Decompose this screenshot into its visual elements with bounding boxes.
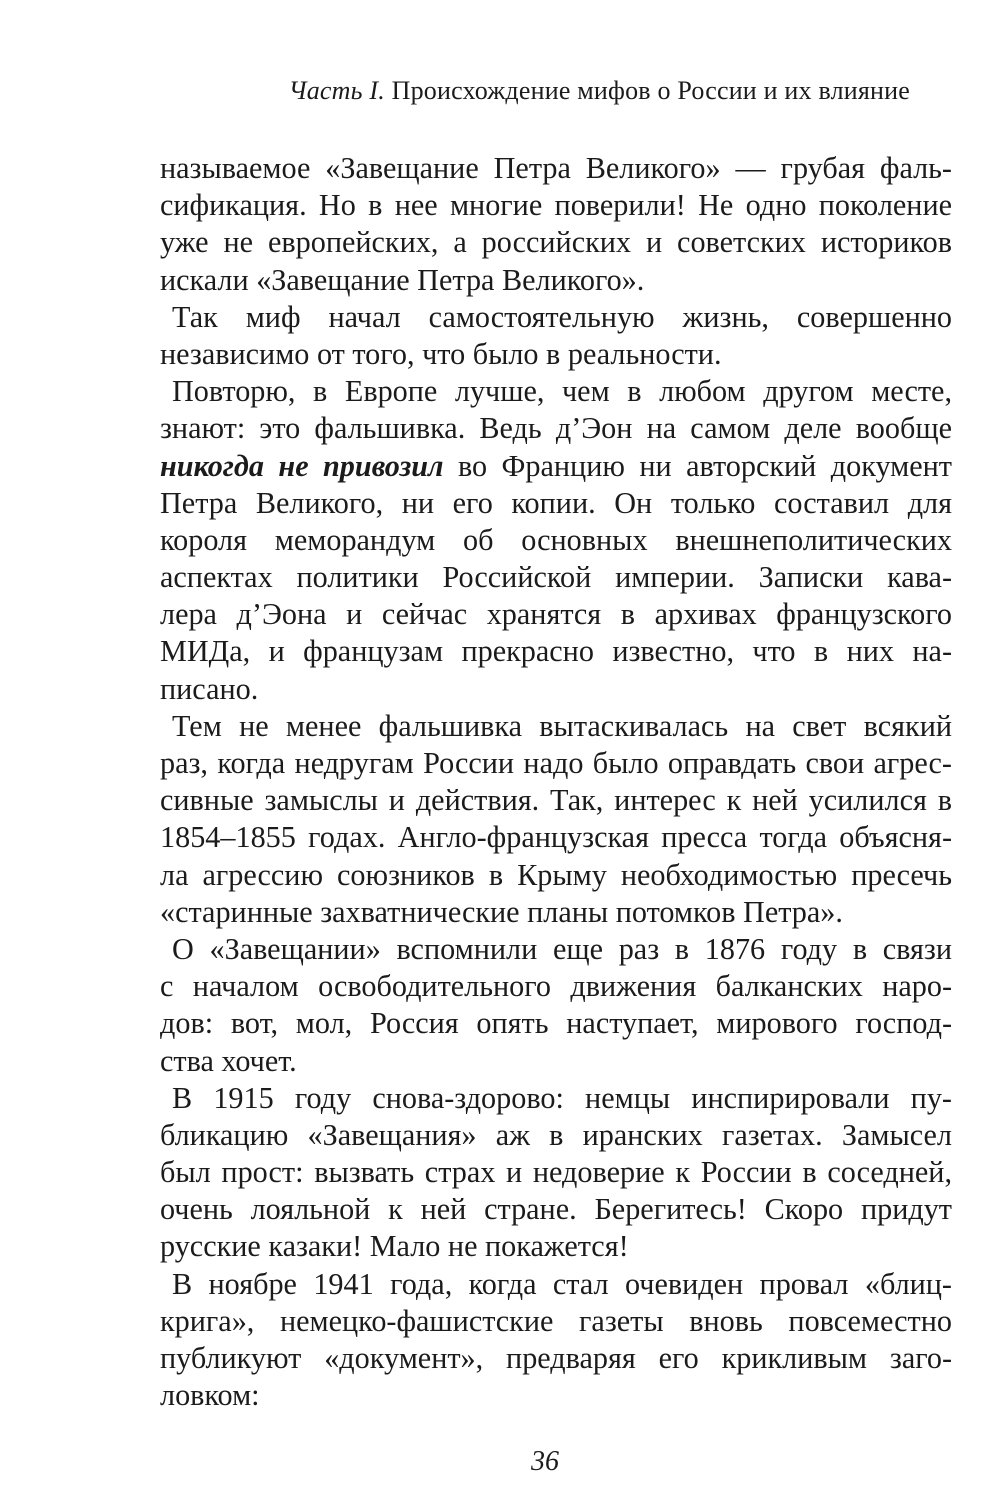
text-line	[160, 1266, 952, 1303]
text-line-content: бликацию «Завещания» аж в иранских газетах. Замысел	[160, 1117, 952, 1152]
text-line	[160, 1377, 952, 1414]
text-line	[160, 708, 952, 745]
text-line-content: сификация. Но в нее многие поверили! Не одно поколение	[160, 188, 952, 223]
running-head-title: Происхождение мифов о России и их влияние	[391, 76, 910, 105]
text-line	[160, 299, 952, 336]
text-line-content: В ноябре 1941 года, когда стал очевиден провал «блиц-	[172, 1266, 952, 1301]
text-line-content: О «Завещании» вспомнили еще раз в 1876 году в связи	[172, 931, 952, 966]
text-line	[160, 596, 952, 633]
page-number: 36	[531, 1446, 559, 1477]
text-line	[160, 224, 952, 261]
text-line	[160, 1117, 952, 1154]
text-line-content: Так миф начал самостоятельную жизнь, совершенно	[172, 299, 952, 334]
text-line	[160, 1080, 952, 1117]
text-line	[160, 1228, 952, 1265]
text-line	[160, 150, 952, 187]
text-line-content: публикуют «документ», предваряя его крикливым заго-	[160, 1341, 952, 1375]
text-line-content: ловком:	[160, 1378, 260, 1413]
text-line-content: Тем не менее фальшивка вытаскивалась на свет всякий	[172, 708, 952, 743]
text-line	[160, 1154, 952, 1191]
text-line	[160, 187, 952, 224]
text-line	[160, 633, 952, 670]
text-line-content: короля меморандум об основных внешнеполитических	[160, 522, 952, 557]
text-line-content: лера д’Эона и сейчас хранятся в архивах французского	[160, 597, 952, 632]
text-line-content: называемое «Завещание Петра Великого» — грубая фаль-	[160, 151, 952, 185]
text-line-content: уже не европейских, а российских и советских историков	[160, 225, 952, 260]
text-line	[160, 262, 952, 299]
text-line-content: 1854–1855 годах. Англо-французская пресса тогда объясня-	[160, 820, 952, 855]
text-line-content: МИДа, и французам прекрасно известно, что в них на-	[160, 634, 952, 669]
text-line-content: аспектах политики Российской империи. Записки кава-	[160, 560, 952, 595]
text-line-content: ла агрессию союзников в Крыму необходимостью пресечь	[160, 857, 952, 892]
text-line	[160, 559, 952, 596]
text-line	[160, 410, 952, 447]
body-text	[160, 150, 952, 1414]
text-line-content: сивные замыслы и действия. Так, интерес к ней усилился в	[160, 783, 952, 818]
text-line	[160, 745, 952, 782]
text-line-content: писано.	[160, 671, 259, 706]
text-line	[160, 1340, 952, 1377]
text-line-content: русские казаки! Мало не покажется!	[160, 1229, 629, 1264]
running-head-part: Часть I.	[288, 76, 385, 105]
text-line-content: раз, когда недругам России надо было оправдать свои агрес-	[160, 746, 952, 780]
text-line-content: крига», немецко-фашистские газеты вновь повсеместно	[160, 1303, 952, 1338]
text-line-content: ства хочет.	[160, 1043, 297, 1078]
text-line	[160, 1303, 952, 1340]
text-line	[160, 373, 952, 410]
text-line-content: независимо от того, что было в реальности.	[160, 336, 722, 371]
text-line	[160, 931, 952, 968]
text-line	[160, 485, 952, 522]
running-head	[100, 74, 910, 108]
text-line-content: с началом освободительного движения балканских наро-	[160, 969, 952, 1004]
text-line-content: В 1915 году снова-здорово: немцы инспирировали пу-	[172, 1080, 952, 1115]
text-line-content: очень лояльной к ней стране. Берегитесь! Скоро придут	[160, 1192, 952, 1227]
text-line	[160, 857, 952, 894]
emphasized-phrase: никогда не привозил	[160, 448, 444, 483]
text-line	[160, 448, 952, 485]
text-line	[160, 1191, 952, 1228]
text-line	[160, 336, 952, 373]
text-line	[160, 522, 952, 559]
text-line-content: «старинные захватнические планы потомков Петра».	[160, 894, 843, 929]
text-line-content: Повторю, в Европе лучше, чем в любом другом месте,	[172, 374, 952, 409]
text-line	[160, 968, 952, 1005]
text-line-content: Петра Великого, ни его копии. Он только составил для	[160, 485, 952, 520]
text-line-content: искали «Завещание Петра Великого».	[160, 262, 645, 297]
text-line	[160, 819, 952, 856]
text-line	[160, 782, 952, 819]
text-line	[160, 671, 952, 708]
text-line	[160, 1005, 952, 1042]
text-line-content: дов: вот, мол, Россия опять наступает, мирового господ-	[160, 1006, 952, 1041]
text-line	[160, 894, 952, 931]
text-line-content: знают: это фальшивка. Ведь д’Эон на самом деле вообще	[160, 411, 952, 446]
text-line-content: был прост: вызвать страх и недоверие к России в соседней,	[160, 1155, 952, 1190]
text-line-content: во Францию ни авторский документ	[457, 448, 953, 483]
text-line	[160, 1043, 952, 1080]
